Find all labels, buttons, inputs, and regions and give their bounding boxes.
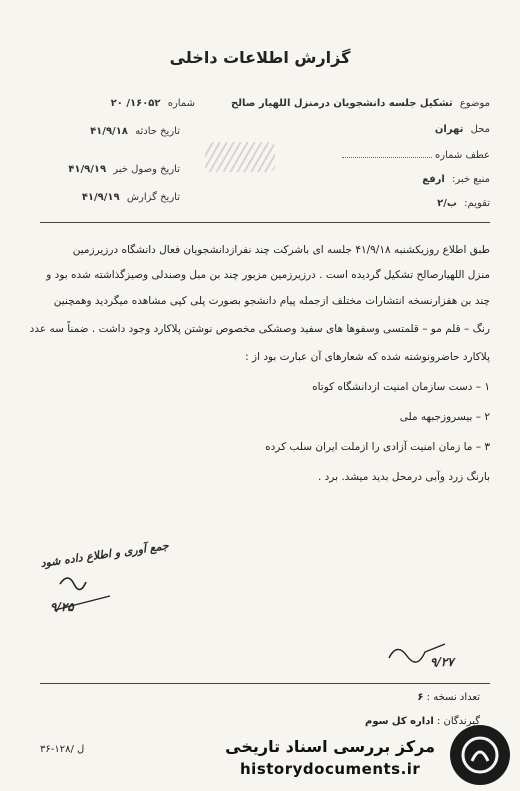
receipt-date-label: تاریخ وصول خبر <box>113 164 180 175</box>
body-line: چند بن هفزارنسخه انتشارات مختلف ازجمله پیام دانشجو بصورت پلی کپی مشاهده میگردید وهمچنین <box>53 295 490 307</box>
location-value: تهران <box>434 124 464 135</box>
receipt-date-row <box>30 164 180 175</box>
document-title: گزارش اطلاعات داخلی <box>169 48 351 67</box>
handwritten-initials-left: ۹/۲۵ <box>50 600 74 614</box>
handwritten-margin-note: جمع آوری و اطلاع داده شود <box>39 539 170 570</box>
reference-row <box>290 150 490 161</box>
reference-label: عطف شماره <box>435 150 490 161</box>
header-divider <box>40 222 490 223</box>
handwritten-initials-right: ۹/۲۷ <box>430 655 454 669</box>
faint-stamp <box>205 142 275 172</box>
reference-value-line <box>342 157 432 158</box>
evaluation-row <box>290 198 490 209</box>
source-value: ارفع <box>422 174 445 185</box>
recipients-row <box>280 716 480 727</box>
copies-value: ۶ <box>417 692 424 703</box>
copies-row <box>280 692 480 703</box>
subject-value: تشکیل جلسه دانشجویان درمنزل اللهیار صالح <box>231 98 453 109</box>
subject-label: موضوع <box>459 98 490 109</box>
body-line: رنگ – قلم مو – قلمتسی وسفوها های سفید وصشکی مخصوص نوشتن پلاکارد وجود داشت . ضمناً سه عدد <box>29 323 490 335</box>
body-line: ۳ – ما زمان امنیت آزادی را ازملت ایران سلب کرده <box>265 441 490 453</box>
source-label: منبع خبر: <box>452 174 490 185</box>
event-date-label: تاریخ حادثه <box>135 126 180 137</box>
recipients-label: گیرندگان : <box>436 716 480 727</box>
watermark-site: historydocuments.ir <box>240 760 421 778</box>
evaluation-value: ب/۲ <box>437 198 457 209</box>
body-line: بارنگ زرد وآبی درمحل بدید میشد. برد . <box>317 471 490 483</box>
event-date-value: ۴۱/۹/۱۸ <box>90 126 128 137</box>
body-line: پلاکارد حاضرونوشته شده که شعارهای آن عبارت بود از : <box>245 351 490 363</box>
body-line: ۲ – بیسروزجبهه ملی <box>399 411 490 423</box>
number-row <box>55 98 195 109</box>
subject-row <box>231 98 490 109</box>
form-code: ۳۶-۱۲۸/ ل <box>40 744 85 755</box>
location-row <box>290 124 490 135</box>
number-label: شماره <box>167 98 195 109</box>
watermark-name: مرکز بررسی اسناد تاریخی <box>225 737 435 756</box>
number-value: ۱۶۰۵۲/ ۲۰ <box>110 98 161 109</box>
receipt-date-value: ۴۱/۹/۱۹ <box>68 164 107 175</box>
event-date-row <box>30 126 180 137</box>
body-line: طبق اطلاع روزیکشنبه ۴۱/۹/۱۸ جلسه ای باشرکت چند نفرازدانشجویان فعال دانشگاه درزیرزمین <box>72 244 490 256</box>
report-date-label: تاریخ گزارش <box>126 192 180 203</box>
footer-divider <box>40 683 490 684</box>
report-date-row <box>30 192 180 203</box>
evaluation-label: تقویم: <box>464 198 490 209</box>
source-row <box>290 174 490 185</box>
location-label: محل <box>470 124 490 135</box>
body-line: منزل اللهیارصالح تشکیل گردیده است . درزیرزمین مزبور چند بن مبل وصندلی وصیزگذاشته شده بود و <box>46 269 490 281</box>
report-date-value: ۴۱/۹/۱۹ <box>81 192 120 203</box>
archive-logo-icon <box>450 725 510 785</box>
recipients-value: اداره کل سوم <box>364 716 434 727</box>
body-line: ۱ – دست سازمان امنیت ازدانشگاه کوتاه <box>312 381 490 393</box>
copies-label: تعداد نسخه : <box>426 692 480 703</box>
